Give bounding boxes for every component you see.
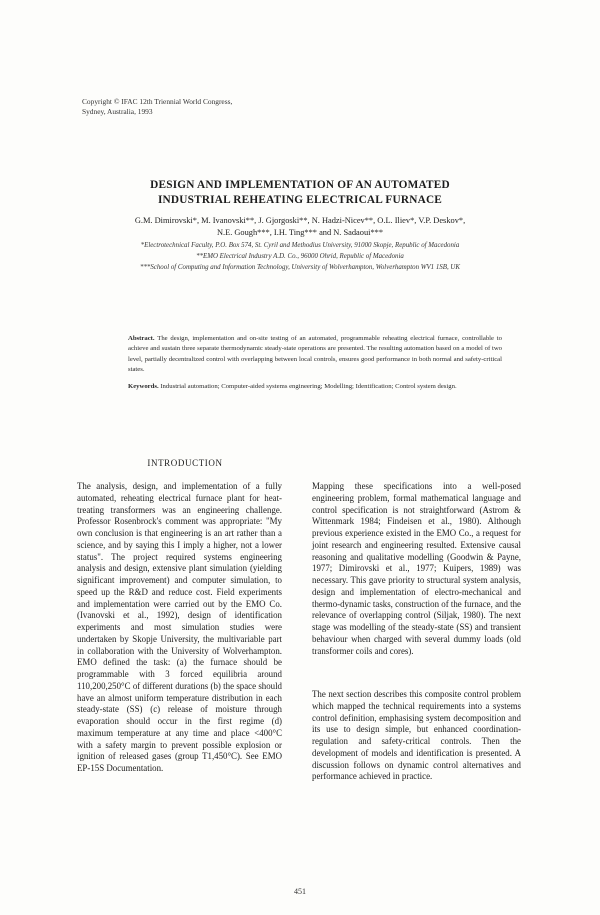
title-line: INDUSTRIAL REHEATING ELECTRICAL FURNACE [157, 194, 443, 206]
keywords [128, 382, 502, 392]
affiliation: *Electrotechnical Faculty, P.O. Box 574, St. Cyril and Methodius University, 91000 Skopje, Republic of Macedonia [140, 242, 460, 249]
keywords-label: Keywords. [128, 383, 159, 390]
affiliation: ***School of Computing and Information Technology, University of Wolverhampton, Wolverhampton WV1 1SB, UK [140, 264, 460, 271]
keywords-text: Industrial automation; Computer-aided systems engineering; Modelling; Identification; Control system design. [160, 383, 457, 390]
authors-line: N.E. Gough***, I.H. Ting*** and N. Sadaoui*** [216, 227, 384, 237]
paper-title [80, 178, 520, 208]
affiliations [70, 240, 530, 273]
body-column-right-paragraph-2: The next section describes this composite control problem which mapped the technical requirements into a systems control definition, emphasising system decomposition and its use to design simple, but enhanced coordination-regulation and safety-critical controls. Then the development of models and identification is presented. A discussion follows on dynamic control alternatives and performance achieved in practice. [312, 689, 521, 782]
page-number: 451 [294, 887, 306, 896]
section-heading: INTRODUCTION [147, 458, 223, 468]
authors-line: G.M. Dimirovski*, M. Ivanovski**, J. Gjorgoski**, N. Hadzi-Nicev**, O.L. Iliev*, V.P. Deskov*, [134, 216, 466, 225]
copyright-line: Copyright © IFAC 12th Triennial World Congress, [82, 97, 233, 106]
abstract [128, 334, 502, 376]
title-line: DESIGN AND IMPLEMENTATION OF AN AUTOMATED [150, 179, 450, 191]
copyright-line: Sydney, Australia, 1993 [82, 106, 153, 116]
body-column-right-paragraph-1: Mapping these specifications into a well-posed engineering problem, formal mathematical language and control specification is not straightforward (Astrom & Wittenmark 1984; Findeisen et al., 1980). Although previous experience existed in the EMO Co., a request for joint research and engineering resulted. Extensive causal reasoning and qualitative modelling (Goodwin & Payne, 1977; Dimirovski et al., 1977; Kuipers, 1989) was necessary. This gave priority to structural system analysis, design and implementation of electro-mechanical and thermo-dynamic tasks, construction of the furnace, and the relevance of overlapping control (Siljak, 1980). The next stage was modelling of the steady-state (SS) and transient behaviour when charged with several dummy loads (old transformer coils and cores). [312, 481, 521, 656]
author-list [80, 215, 520, 238]
copyright-notice [82, 97, 302, 117]
body-column-left: The analysis, design, and implementation of a fully automated, reheating electrical furnace plant for heat-treating transformers was an engineering challenge. Professor Rosenbrock's comment was appropriate: "My own conclusion is that engineering is an art rather than a science, and by saying this I imply a higher, not a lower status". The project required systems engineering analysis and design, extensive plant simulation (yielding significant improvement) and computer simulation, to speed up the R&D and reduce cost. Field experiments and implementation were carried out by the EMO Co. (Ivanovski et al., 1992), design of identification experiments and most simulation studies were undertaken by Skopje University, the multivariable part in collaboration with the University of Wolverhampton. EMO defined the task: (a) the furnace should be programmable with 3 forced equilibria around 110,200,250°C of different durations (b) the space should have an almost uniform temperature distribution in each steady-state (SS) (c) release of moisture through evaporation should occur in the first regime (d) maximum temperature at any time and place <400°C with a safety margin to prevent possible explosion or ignition of released gases (group T1,450°C). See EMO EP-15S Documentation. [77, 481, 282, 773]
abstract-label: Abstract. [128, 335, 155, 342]
abstract-text: The design, implementation and on-site testing of an automated, programmable reheating electrical furnace, controllable to achieve and sustain three separate thermodynamic steady-state operations are presented. The resulting automation based on a model of two level, partially decentralized control with overlapping between local controls, ensures good performance in both normal and safety-critical states. [128, 335, 502, 374]
affiliation: **EMO Electrical Industry A.D. Co., 96000 Ohrid, Republic of Macedonia [196, 253, 404, 260]
